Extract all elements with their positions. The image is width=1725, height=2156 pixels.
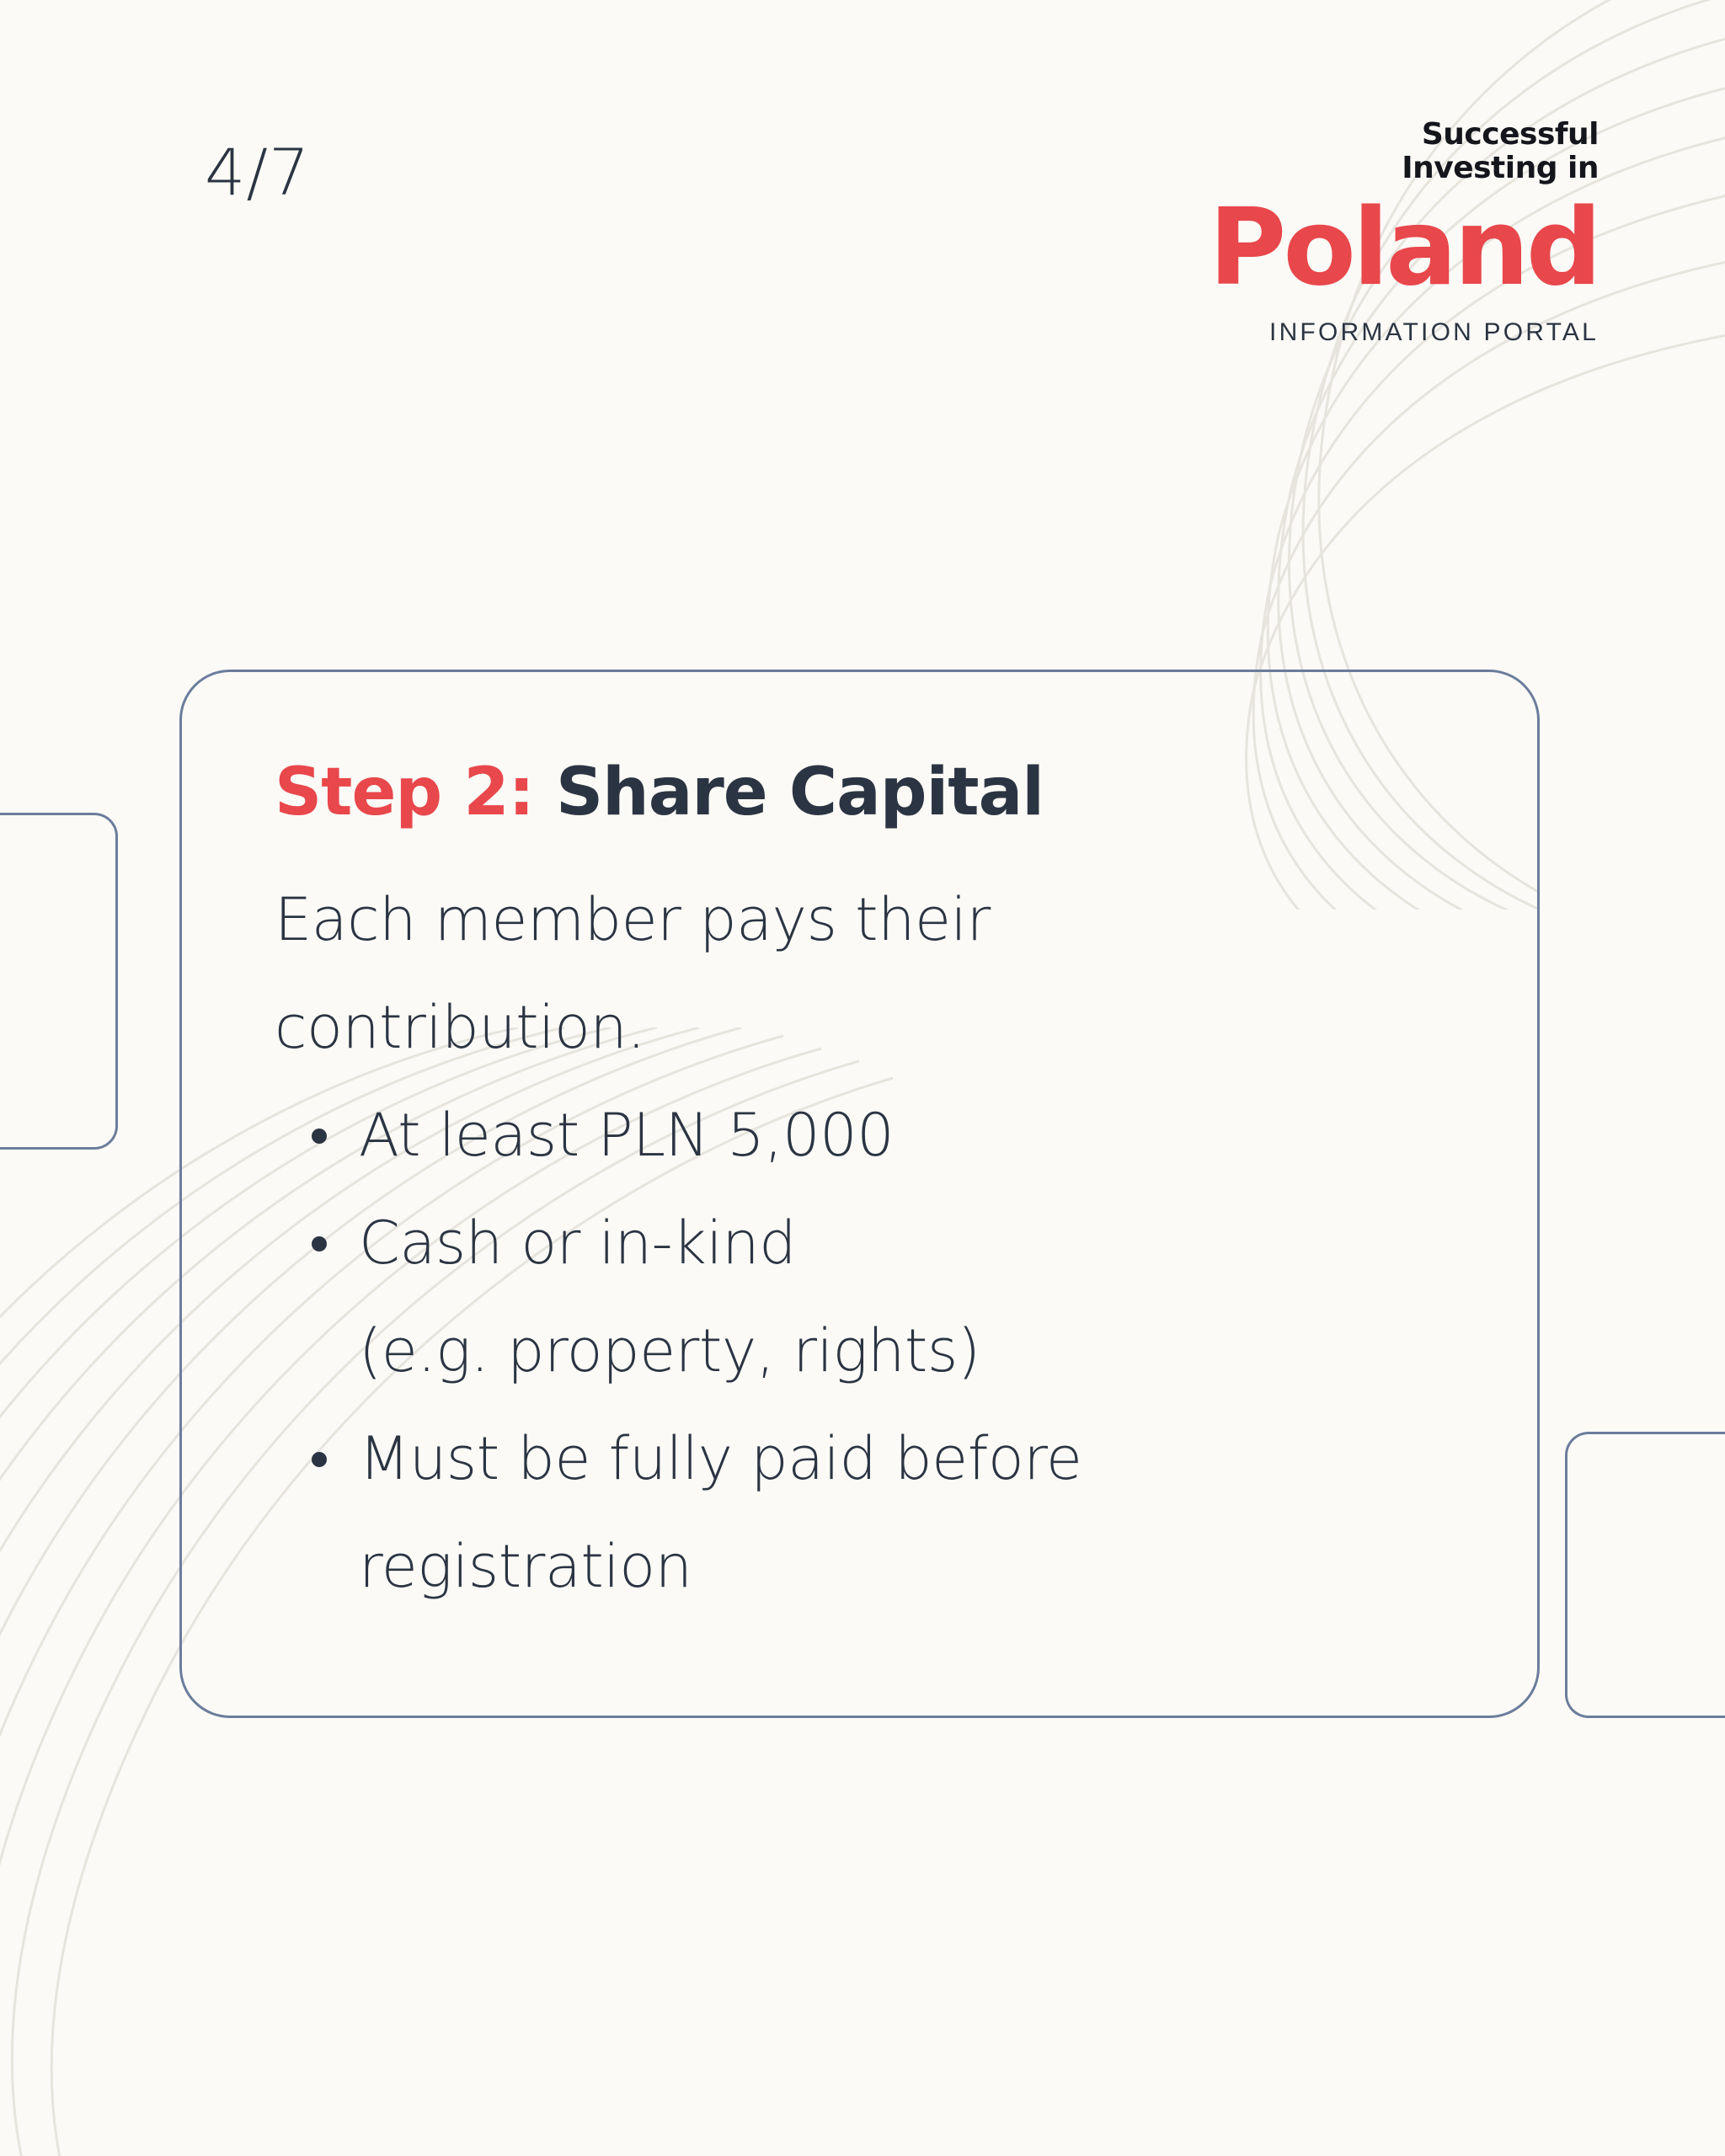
card-title: Share Capital — [555, 755, 1044, 830]
list-item-text: Must be fully paid before — [359, 1424, 1082, 1493]
brand-line-two: Investing in — [1402, 151, 1599, 185]
brand-title: Poland — [1208, 185, 1599, 309]
connector-line-right — [1565, 1432, 1725, 1718]
connector-line-left — [0, 813, 118, 1150]
page-counter: 4/7 — [205, 135, 311, 210]
brand-subtitle: INFORMATION PORTAL — [1269, 318, 1599, 346]
list-item — [359, 1189, 1436, 1405]
list-item — [359, 1081, 1436, 1189]
brand-logo — [1203, 118, 1599, 347]
card-intro-text: Each member pays their contribution. — [275, 885, 991, 1062]
brand-line-one: Successful — [1421, 117, 1599, 152]
list-item-text: Cash or in-kind — [359, 1209, 797, 1278]
step-label: Step 2: — [275, 755, 534, 830]
card-heading — [275, 756, 1436, 829]
list-item-text-continued: (e.g. property, rights) — [359, 1316, 980, 1385]
list-item-text: At least PLN 5,000 — [359, 1101, 895, 1170]
content-card — [179, 670, 1540, 1718]
bullet-list — [275, 1081, 1436, 1620]
bullet-dot-icon — [312, 1236, 327, 1251]
bullet-dot-icon — [312, 1452, 327, 1467]
list-item — [359, 1405, 1436, 1620]
bullet-dot-icon — [312, 1129, 327, 1144]
list-item-text-continued: registration — [359, 1532, 692, 1601]
